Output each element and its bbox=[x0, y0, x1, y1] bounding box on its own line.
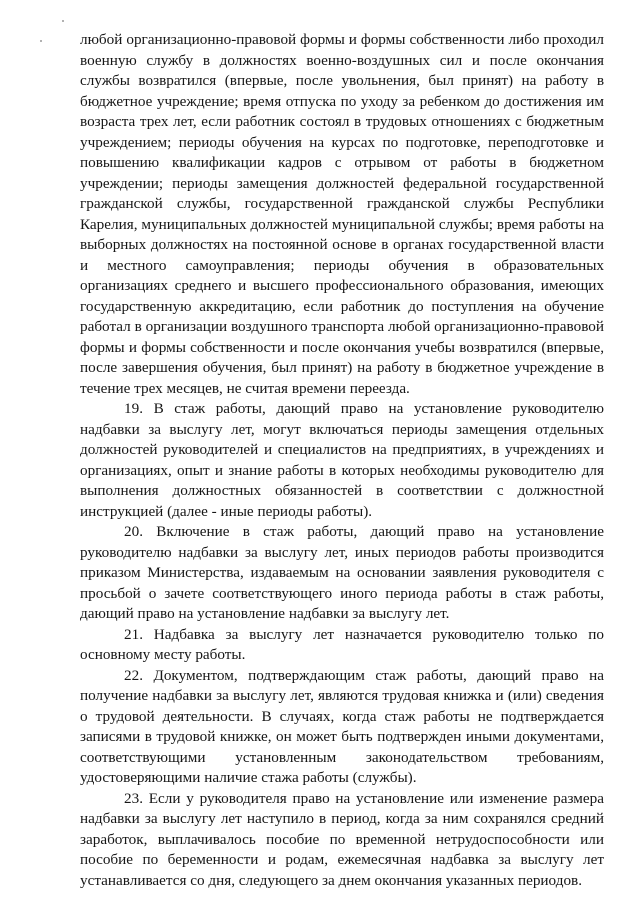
paragraph-20: 20. Включение в стаж работы, дающий право на установление руководителю надбавки за выслугу лет, иных периодов работы производится приказом Министерства, издаваемым на основании заявления руководителя с просьбой о зачете соответствующего иного периода работы в стаж работы, дающий право на установление надбавки за выслугу лет. bbox=[80, 523, 604, 622]
paragraph-19: 19. В стаж работы, дающий право на установление руководителю надбавки за выслугу лет, могут включаться периоды замещения отдельных должностей руководителей и специалистов на предприятиях, в учреждениях и организациях, опыт и знание работы в которых необходимы руководителю для выполнения должностных обязанностей в соответствии с должностной инструкцией (далее - иные периоды работы). bbox=[80, 400, 604, 520]
paragraph-continuation: любой организационно-правовой формы и формы собственности либо проходил военную службу в должностях военно-воздушных сил и после окончания службы возвратился (впервые, после увольнения, был принят) на работу в бюджетное учреждение; время отпуска по уходу за ребенком до достижения им возраста трех лет, если работник состоял в трудовых отношениях с бюджетным учреждением; периоды обучения на курсах по подготовке, переподготовке и повышению квалификации кадров с отрывом от работы в бюджетном учреждении; периоды замещения должностей федеральной государственной гражданской службы, государственной гражданской службы Республики Карелия, муниципальных должностей муниципальной службы; время работы на выборных должностях на постоянной основе в органах государственной власти и местного самоуправления; периоды обучения в образовательных организациях среднего и высшего профессионального образования, имеющих государственную аккредитацию, если работник до поступления на обучение работал в организации воздушного транспорта любой организационно-правовой формы и формы собственности и после окончания учебы возвратился (впервые, после завершения обучения, был принят) на работу в бюджетное учреждение в течение трех месяцев, не считая времени переезда. bbox=[80, 31, 604, 397]
scan-speck bbox=[62, 20, 64, 22]
scan-speck bbox=[40, 40, 42, 42]
paragraph-23: 23. Если у руководителя право на установление или изменение размера надбавки за выслугу лет наступило в период, когда за ним сохранялся средний заработок, выплачивалось пособие по временной нетрудоспособности или пособие по беременности и родам, ежемесячная надбавка за выслугу лет устанавливается со дня, следующего за днем окончания указанных периодов. bbox=[80, 789, 604, 889]
paragraph-21: 21. Надбавка за выслугу лет назначается руководителю только по основному месту работы. bbox=[80, 625, 604, 663]
paragraph-22: 22. Документом, подтверждающим стаж работы, дающий право на получение надбавки за выслугу лет, являются трудовая книжка и (или) сведения о трудовой деятельности. В случаях, когда стаж работы не подтверждается записями в трудовой книжке, он может быть подтвержден иными документами, соответствующими установленным законодательством требованиям, удостоверяющими наличие стажа работы (службы). bbox=[80, 666, 604, 786]
document-body bbox=[80, 30, 604, 891]
